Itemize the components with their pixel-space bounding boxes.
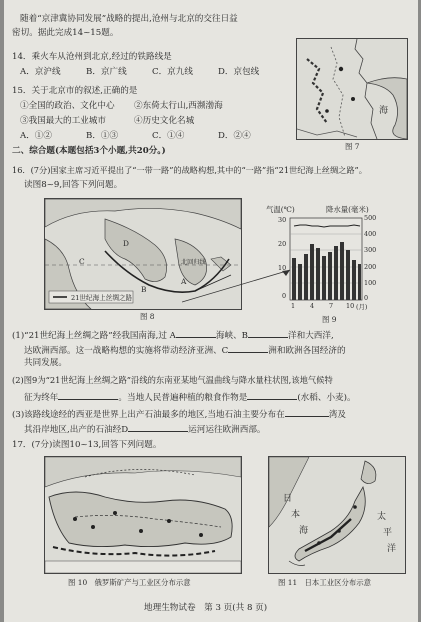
q16-sub3-line-1 — [12, 407, 346, 421]
q16-sub3-line-2 — [24, 422, 266, 436]
q14-option-b: B．京广线 — [86, 67, 127, 77]
q16-blank-gulf[interactable] — [285, 407, 329, 417]
q15-item-3: ③我国最大的工业城市 — [20, 116, 106, 126]
q16-sub1-text-a: (1)“21世纪海上丝绸之路”经我国南海,过 A — [12, 331, 176, 341]
figure-9-temp-label: 气温(℃) — [266, 205, 295, 214]
q16-sub1-text-e: 洲和欧洲各国经济的 — [268, 346, 346, 356]
figure-8-point-a: A — [181, 277, 187, 286]
figure-9-month-tick-unit: (月) — [356, 303, 368, 311]
q16-blank-crop[interactable] — [247, 390, 297, 400]
figure-8-place: 北回归线 — [181, 259, 206, 266]
figure-9-month-tick-4: 4 — [310, 302, 315, 310]
figure-8-point-d: D — [123, 239, 129, 248]
figure-7-map-drawing — [297, 39, 407, 139]
figure-10-map-drawing — [45, 457, 241, 573]
q16-sub2-text-d: (水稻、小麦)。 — [297, 393, 356, 403]
figure-7-caption: 图 7 — [345, 142, 360, 151]
q16-blank-canal[interactable] — [128, 422, 188, 432]
figure-9-month-tick-7: 7 — [329, 302, 334, 310]
q16-blank-b[interactable] — [248, 328, 288, 338]
section-2-title: 二、综合题(本题包括3个小题,共20分。) — [12, 146, 166, 156]
q16-line-2: 读图8~9,回答下列问题。 — [24, 180, 123, 190]
q14-option-d: D．京包线 — [218, 67, 260, 77]
q14-option-a: A．京沪线 — [20, 67, 61, 77]
q15-option-d: D．②④ — [218, 131, 251, 141]
intro-line-2: 密切。据此完成14~15题。 — [12, 28, 119, 38]
figure-11-label-yang: 洋 — [387, 544, 397, 554]
figure-11-label-ping: 平 — [383, 528, 393, 538]
figure-8-legend: 21世纪海上丝绸之路 — [71, 294, 133, 302]
figure-8-caption: 图 8 — [140, 312, 155, 321]
figure-8-point-c: C — [79, 257, 85, 266]
q16-sub3-text-b: 湾及 — [328, 410, 346, 420]
q16-blank-c[interactable] — [228, 343, 268, 353]
q16-sub1-line-2 — [24, 343, 346, 357]
figure-9-temp-tick-20: 20 — [278, 240, 287, 248]
figure-8-point-b: B — [141, 285, 147, 294]
q15-stem: 15．关于北京市的叙述,正确的是 — [12, 86, 138, 96]
figure-9-caption: 图 9 — [322, 315, 337, 324]
q15-item-2: ②东倚太行山,西濒渤海 — [134, 101, 223, 111]
q16-sub1-text-b: 海峡、B — [215, 331, 248, 341]
q16-blank-climate[interactable] — [58, 390, 118, 400]
figure-10-map — [44, 456, 242, 574]
figure-9-precip-tick-100: 100 — [364, 279, 377, 287]
q16-sub1-text-c: 洋和大西洋, — [288, 331, 334, 341]
q16-blank-a[interactable] — [176, 328, 216, 338]
q14-option-c: C．京九线 — [152, 67, 193, 77]
q16-sub3-text-c: 其沿岸地区,出产的石油经D — [24, 425, 129, 435]
figure-11-label-hai: 海 — [299, 526, 309, 536]
q14-stem: 14．乘火车从沧州到北京,经过的铁路线是 — [12, 52, 172, 62]
figure-11-map — [268, 456, 406, 574]
figure-9-month-tick-1: 1 — [291, 302, 296, 310]
figure-9-temp-tick-30: 30 — [278, 216, 287, 224]
figure-9-precip-tick-300: 300 — [364, 246, 377, 254]
q16-line-1: 16．(7分)国家主席习近平提出了“一带一路”的战略构想,其中的“一路”指“21世纪海上丝绸之路”。 — [12, 165, 367, 175]
figure-7-label-hai: 海 — [379, 106, 389, 116]
q16-sub3-text-d: 运河运往欧洲西部。 — [188, 425, 266, 435]
q16-sub1-line-1 — [12, 328, 334, 342]
figure-9-temp-tick-0: 0 — [282, 292, 287, 300]
exam-page — [4, 0, 418, 622]
figure-10-caption: 图 10 俄罗斯矿产与工业区分布示意 — [68, 578, 191, 587]
q15-option-a: A．①② — [20, 131, 52, 141]
figure-9-precip-tick-500: 500 — [364, 214, 377, 222]
figure-9-month-tick-10: 10 — [346, 302, 355, 310]
figure-11-label-ri: 日 — [283, 494, 293, 504]
q15-option-b: B．①③ — [86, 131, 119, 141]
q16-sub3-text-a: (3)该路线途经的西亚是世界上出产石油最多的地区,当地石油主要分布在 — [12, 410, 285, 420]
q15-option-c: C．①④ — [152, 131, 185, 141]
q16-sub1-line-3: 共同发展。 — [24, 358, 67, 368]
q16-sub2-text-b: 征为终年 — [24, 393, 59, 403]
q16-sub2-text-c: 。当地人民普遍种植的粮食作物是 — [118, 393, 248, 403]
figure-9-precip-tick-400: 400 — [364, 230, 377, 238]
q17-stem: 17．(7分)读图10~13,回答下列问题。 — [12, 440, 162, 450]
intro-line-1: 随着“京津冀协同发展”战略的提出,沧州与北京的交往日益 — [20, 14, 238, 24]
q16-sub2-line-1: (2)图9为“21世纪海上丝绸之路”沿线的东南亚某地气温曲线与降水量柱状图,该地气候特 — [12, 375, 333, 385]
figure-7-map — [296, 38, 408, 140]
figure-11-caption: 图 11 日本工业区分布示意 — [278, 578, 372, 587]
q15-item-1: ①全国的政治、文化中心 — [20, 101, 115, 111]
figure-11-label-ben: 本 — [291, 510, 301, 520]
q16-sub2-line-2 — [24, 390, 356, 404]
figure-9-temp-tick-10: 10 — [278, 264, 287, 272]
figure-9-precip-tick-200: 200 — [364, 263, 377, 271]
q16-sub1-text-d: 达欧洲西部。这一战略构想的实施将带动经济亚洲、C — [24, 346, 229, 356]
figure-9-precip-label: 降水量(毫米) — [326, 205, 369, 214]
figure-9-precip-tick-0: 0 — [364, 294, 369, 302]
page-footer: 地理生物试卷 第 3 页(共 8 页) — [144, 603, 268, 613]
q15-item-4: ④历史文化名城 — [134, 116, 195, 126]
figure-11-label-tai: 太 — [377, 512, 387, 522]
